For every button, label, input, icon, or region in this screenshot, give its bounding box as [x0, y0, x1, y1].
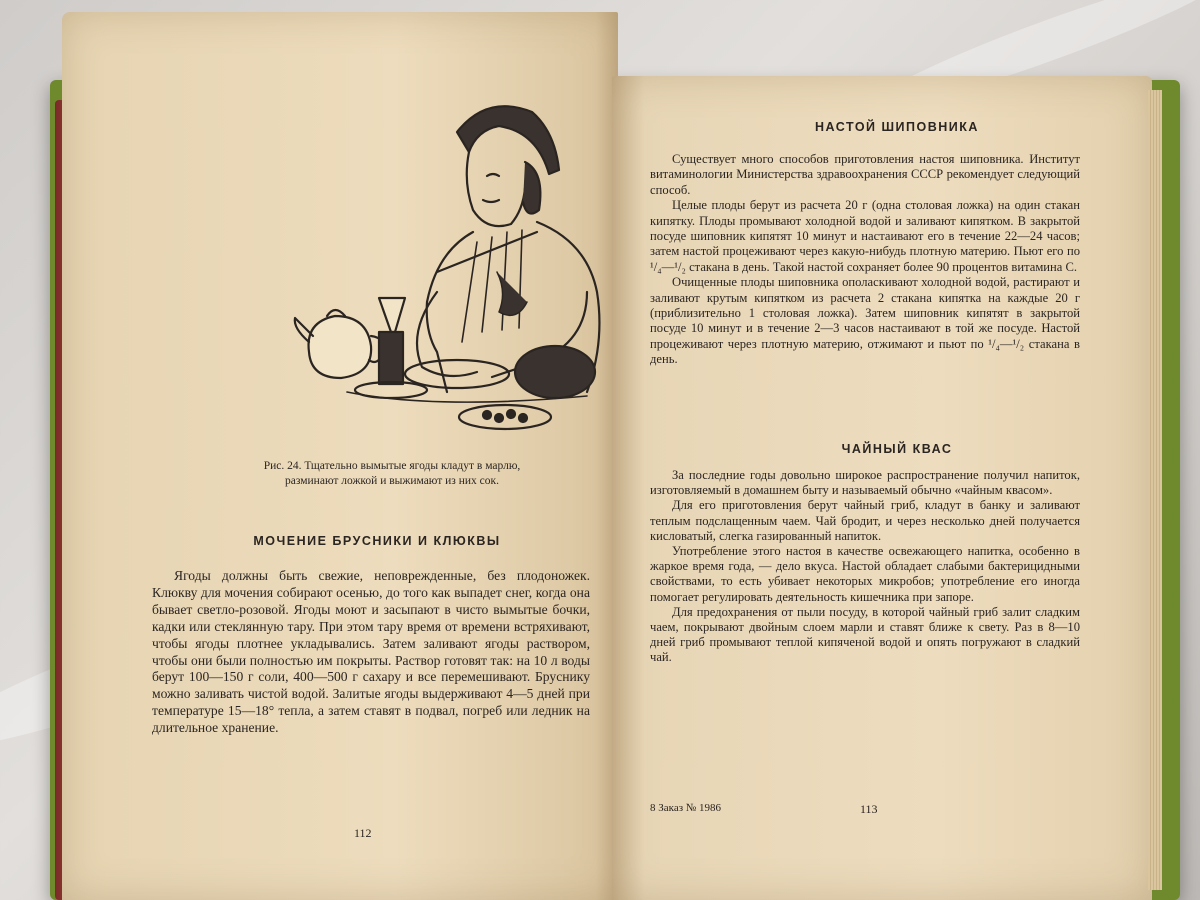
woman-pressing-berries-illustration — [287, 92, 617, 452]
print-order-signature: 8 Заказ № 1986 — [650, 802, 722, 814]
paragraph: Для предохранения от пыли посуду, в которой чайный гриб залит сладким чаем, покрывают двойным слоем марли и ставят ближе к свету. Раз в 8—10 дней гриб промывают теплой кипяченой водой и опять погружают в сладкий чай. — [650, 604, 1080, 665]
paragraph: Очищенные плоды шиповника ополаскивают холодной водой, растирают и заливают крутым кипятком из расчета 2 стакана кипятка на каждые 20 г (приблизительно 1 столовая ложка). Затем шиповник кипятят в закрытой посуде 10 минут и в течение 2—3 часов настаивают в той же посуде. Настой процеживают через плотную материю, отжимают и пьют по ¹/₄—¹/₂ стакана в день. — [650, 275, 1080, 367]
body-text-rosehip — [650, 152, 1080, 368]
right-page — [612, 76, 1152, 900]
figure-caption-line: разминают ложкой и выжимают из них сок. — [285, 475, 499, 487]
section-title-cranberry: МОЧЕНИЕ БРУСНИКИ И КЛЮКВЫ — [253, 534, 501, 548]
figure-caption-line: Рис. 24. Тщательно вымытые ягоды кладут в марлю, — [263, 460, 521, 472]
paragraph: Существует много способов приготовления настоя шиповника. Институт витаминологии Министерства здравоохранения СССР рекомендует следующий способ. — [650, 152, 1080, 197]
paragraph: Ягоды должны быть свежие, неповрежденные, без плодоножек. Клюкву для мочения собирают осенью, до того как выпадет снег, когда она бывает светло-розовой. Ягоды моют и засыпают в чисто вымытые бочки, кадки или стеклянную тару. При этом тару время от времени встряхивают, чтобы ягоды плотнее укладывались. Затем заливают ягоды раствором, чтобы они были полностью им покрыты. Раствор готовят так: на 10 л воды берут 100—150 г соли, 400—500 г сахару и все перемешивают. Бруснику можно заливать чистой водой. Залитые ягоды выдерживают 4—5 дней при температуре 15—18° тепла, а затем ставят в подвал, погреб или ледник на длительное хранение. — [152, 568, 590, 736]
body-text-tea-kvass — [650, 468, 1080, 666]
body-text-left — [152, 568, 590, 737]
section-title-rosehip: НАСТОЙ ШИПОВНИКА — [815, 120, 979, 134]
paragraph: Для его приготовления берут чайный гриб, кладут в банку и заливают теплым подслащенным чаем. Чай бродит, и через несколько дней получается кисловатый, слегка газированный напиток. — [650, 498, 1080, 543]
paragraph: Употребление этого настоя в качестве освежающего напитка, особенно в жаркое время года, — дело вкуса. Настой обладает слабыми бактерицидными свойствами, то есть убивает некоторых микробов; употребление его иногда помогает регулировать деятельность кишечника при запоре. — [650, 544, 1080, 604]
paragraph: За последние годы довольно широкое распространение получил напиток, изготовляемый в домашнем быту и называемый обычно «чайным квасом». — [650, 468, 1080, 498]
page-number-left: 112 — [354, 826, 372, 840]
section-title-tea-kvass: ЧАЙНЫЙ КВАС — [841, 442, 953, 456]
paragraph: Целые плоды берут из расчета 20 г (одна столовая ложка) на один стакан кипятку. Плоды промывают холодной водой и заливают кипятком. В закрытой посуде шиповник кипятят 10 минут и настаивают его в течение 22—24 часов; затем настой процеживают через какую-нибудь плотную материю. Пьют его по ¹/₄—¹/₂ стакана в день. Такой настой сохраняет более 90 процентов витамина С. — [650, 198, 1080, 274]
page-block-edge — [1148, 90, 1162, 890]
figure-caption — [192, 459, 592, 489]
left-page — [62, 12, 618, 900]
page-number-right: 113 — [860, 802, 878, 816]
